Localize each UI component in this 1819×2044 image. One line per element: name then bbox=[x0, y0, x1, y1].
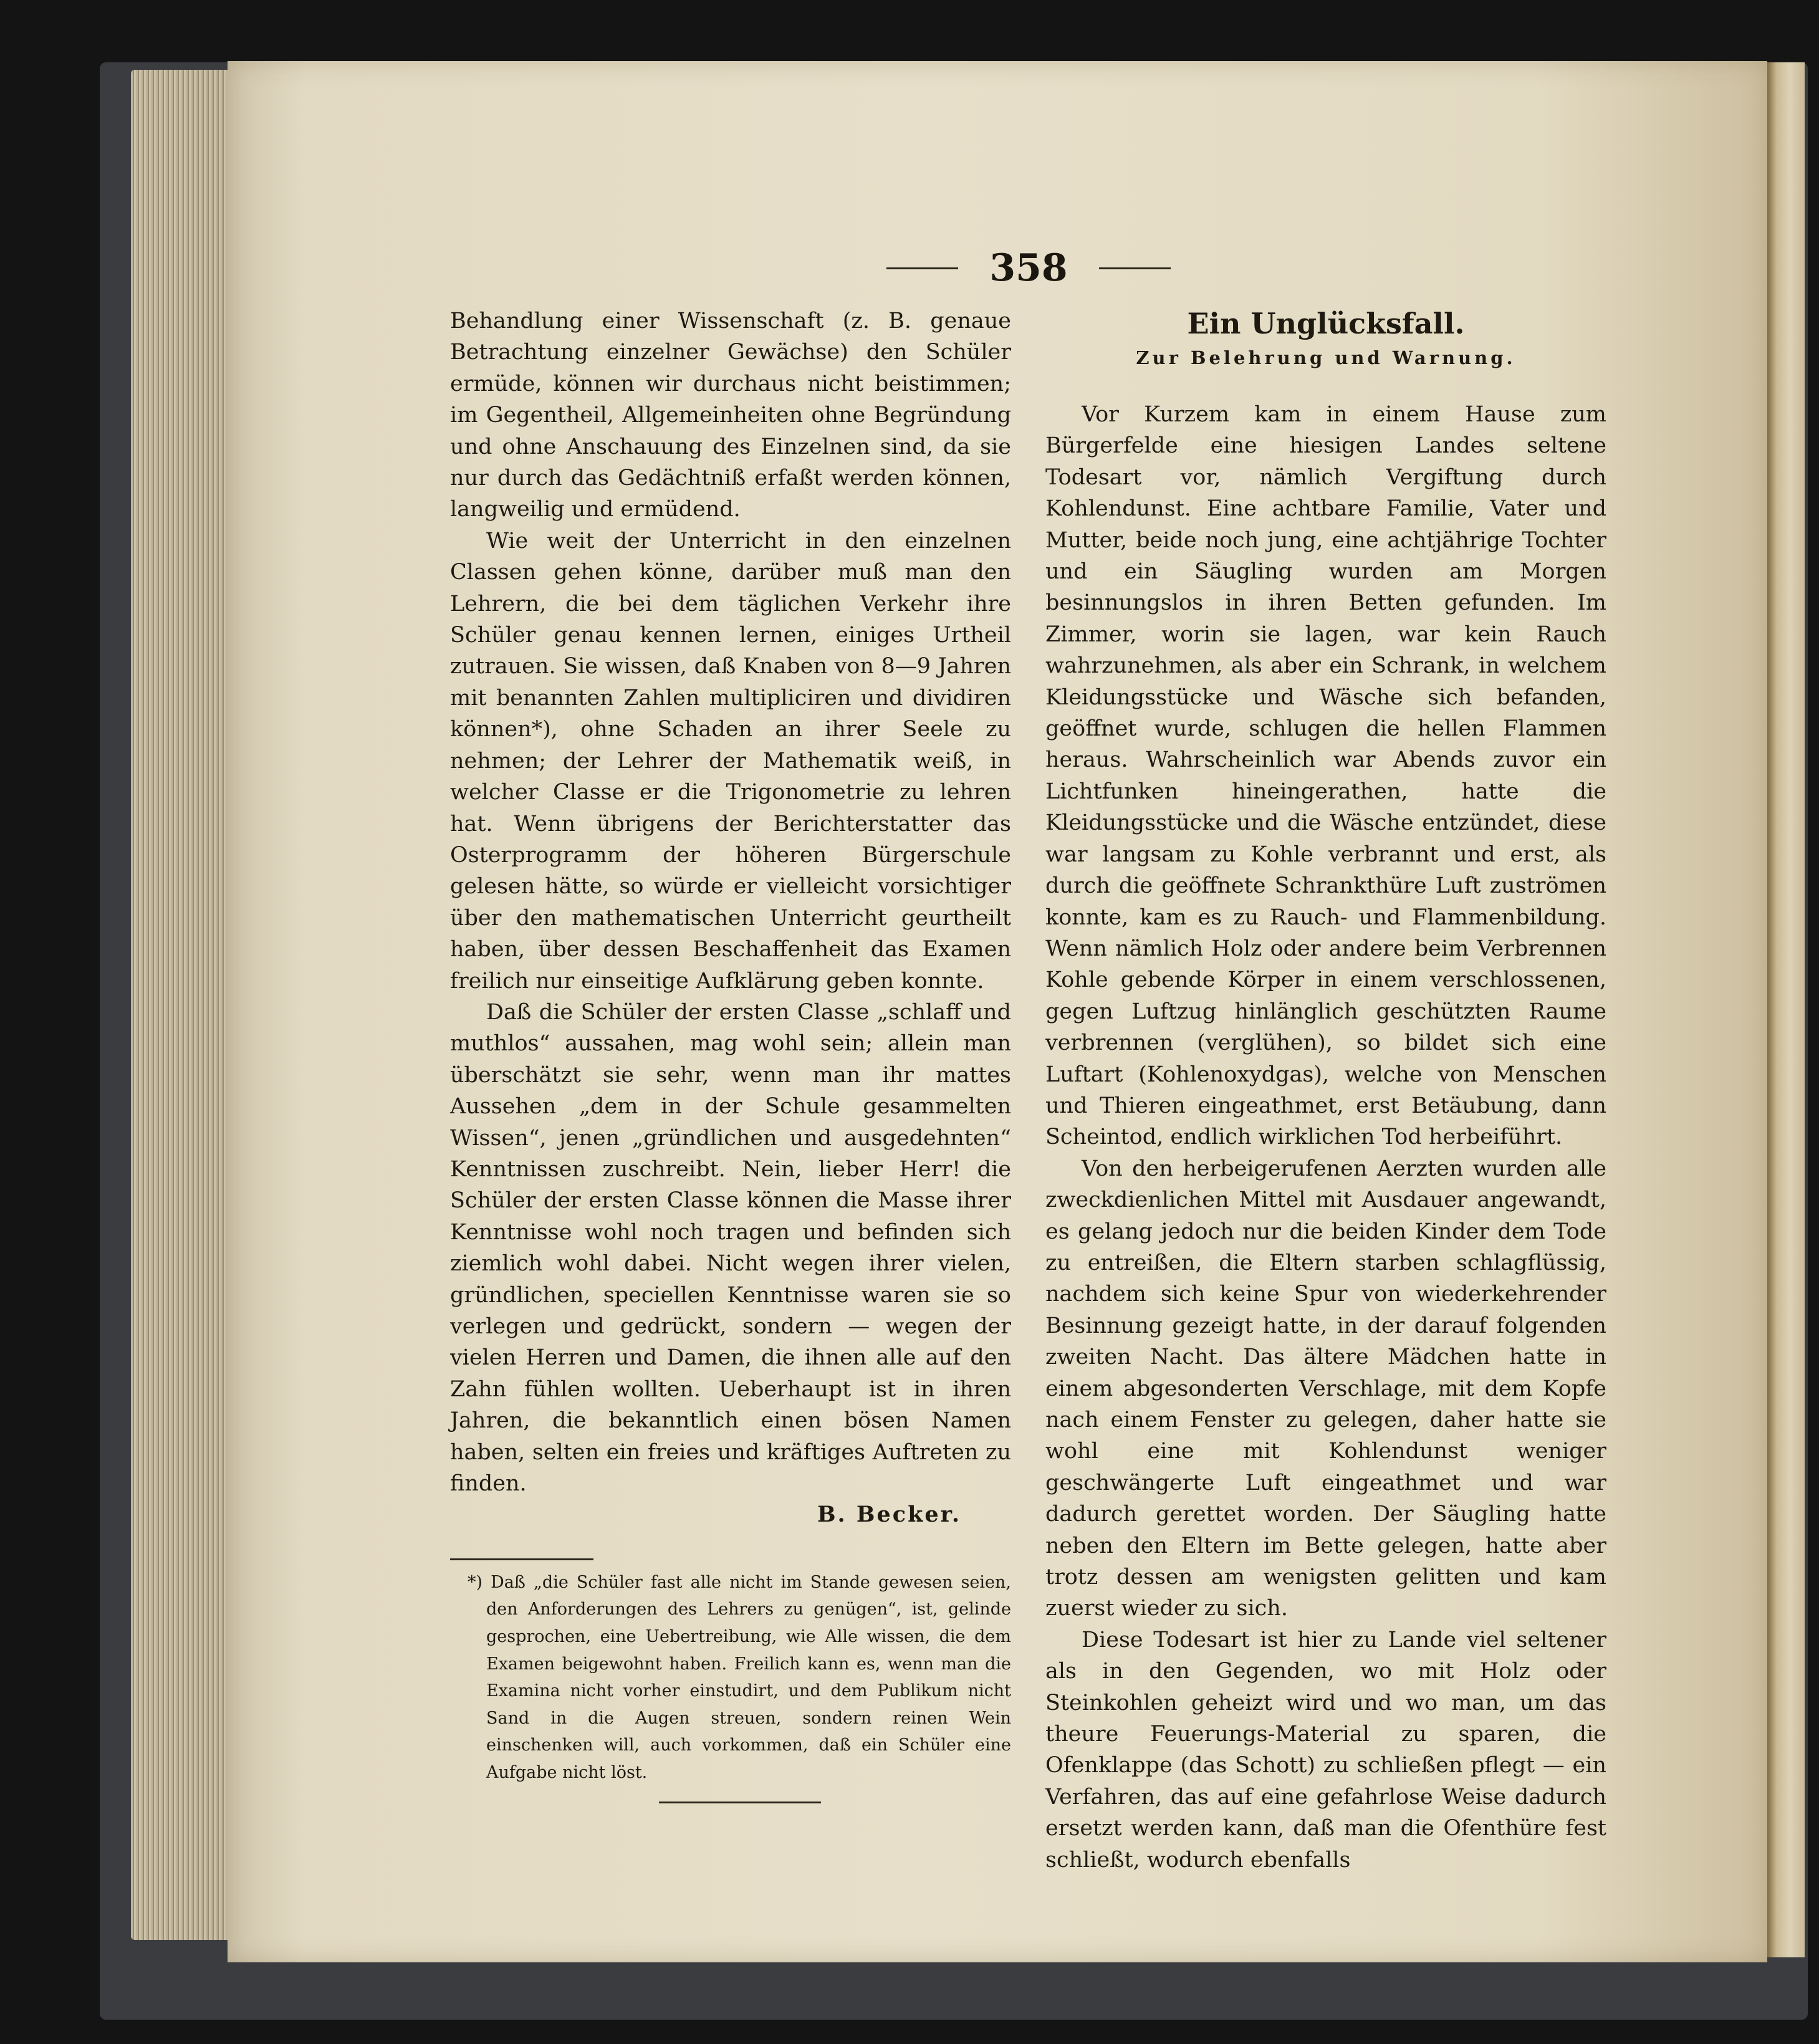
article-title: Ein Unglücksfall. bbox=[1187, 307, 1465, 340]
paragraph: Vor Kurzem kam in einem Hause zum Bürgerfelde eine hiesigen Landes seltene Todesart vor, nämlich Vergiftung durch Kohlendunst. Eine achtbare Familie, Vater und Mutter, beide noch jung, eine achtjährige Tochter und ein Säugling wurden am Morgen besinnungslos in ihren Betten gefunden. Im Zimmer, worin sie lagen, war kein Rauch wahrzunehmen, als aber ein Schrank, in welchem Kleidungsstücke und Wäsche sich befanden, geöffnet wurde, schlugen die hellen Flammen heraus. Wahrscheinlich war Abends zuvor ein Lichtfunken hineingerathen, hatte die Kleidungsstücke und die Wäsche entzündet, diese war langsam zu Kohle verbrannt und erst, als durch die geöffnete Schrankthüre Luft zuströmen konnte, kam es zu Rauch- und Flammenbildung. Wenn nämlich Holz oder andere beim Verbrennen Kohle gebende Körper in einem verschlossenen, gegen Luftzug hinlänglich geschützten Raume verbrennen (verglühen), so bildet sich eine Luftart (Kohlenoxydgas), welche von Menschen und Thieren eingeathmet, erst Betäubung, dann Scheintod, endlich wirklichen Tod herbeiführt. bbox=[1045, 402, 1606, 1150]
page-header bbox=[866, 240, 1191, 296]
left-column bbox=[450, 305, 1011, 1803]
left-column-body bbox=[450, 305, 1011, 1531]
header-rule-left bbox=[886, 267, 958, 269]
footnote-separator bbox=[450, 1558, 593, 1560]
paragraph: Wie weit der Unterricht in den einzelnen Classen gehen könne, darüber muß man den Lehrern, die bei dem täglichen Verkehr ihre Schüler genau kennen lernen, einiges Urtheil zutrauen. Sie wissen, daß Knaben von 8—9 Jahren mit benannten Zahlen multipliciren und dividiren können*), ohne Schaden an ihrer Seele zu nehmen; der Lehrer der Mathematik weiß, in welcher Classe er die Trigonometrie zu lehren hat. Wenn übrigens der Berichterstatter das Osterprogramm der höheren Bürgerschule gelesen hätte, so würde er vielleicht vorsichtiger über den mathematischen Unterricht geurtheilt haben, über dessen Beschaffenheit das Examen freilich nur einseitige Aufklärung geben konnte. bbox=[450, 528, 1011, 994]
article-subtitle: Zur Belehrung und Warnung. bbox=[1136, 347, 1516, 368]
header-rule-right bbox=[1099, 267, 1171, 269]
paragraph: Daß die Schüler der ersten Classe „schlaff und muthlos“ aussahen, mag wohl sein; allein man überschätzt sie sehr, wenn man ihr mattes Aussehen „dem in der Schule gesammelten Wissen“, jenen „gründlichen und ausgedehnten“ Kenntnissen zuschreibt. Nein, lieber Herr! die Schüler der ersten Classe können die Masse ihrer Kenntnisse wohl noch tragen und befinden sich ziemlich wohl dabei. Nicht wegen ihrer vielen, gründlichen, speciellen Kenntnisse waren sie so verlegen und gedrückt, sondern — wegen der vielen Herren und Damen, die ihnen alle auf den Zahn fühlen wollten. Ueberhaupt ist in ihren Jahren, die bekanntlich einen bösen Namen haben, selten ein freies und kräftiges Auftreten zu finden. bbox=[450, 999, 1011, 1497]
paragraph: Diese Todesart ist hier zu Lande viel seltener als in den Gegenden, wo mit Holz oder Steinkohlen geheizt wird und wo man, um das theure Feuerungs-Material zu sparen, die Ofenklappe (das Schott) zu schließen pflegt — ein Verfahren, das auf eine gefahrlose Weise dadurch ersetzt werden kann, daß man die Ofenthüre fest schließt, wodurch ebenfalls bbox=[1045, 1627, 1606, 1873]
author-signature: B. Becker. bbox=[817, 1502, 961, 1528]
footnote: *) Daß „die Schüler fast alle nicht im Stande gewesen seien, den Anforderungen des Lehrers zu genügen“, ist, gelinde gesprochen, eine Uebertreibung, wie Alle wissen, die dem Examen beigewohnt haben. Freilich kann es, wenn man die Examina nicht vorher einstudirt, und dem Publikum nicht Sand in die Augen streuen, sondern reinen Wein einschenken will, auch vorkommen, daß ein Schüler eine Aufgabe nicht löst. bbox=[468, 1572, 1011, 1782]
right-column-body bbox=[1045, 399, 1606, 1876]
section-end-rule bbox=[659, 1802, 821, 1803]
paragraph: Von den herbeigerufenen Aerzten wurden alle zweckdienlichen Mittel mit Ausdauer angewandt, es gelang jedoch nur die beiden Kinder dem Tode zu entreißen, die Eltern starben schlagflüssig, nachdem sich keine Spur von wiederkehrender Besinnung gezeigt hatte, in der darauf folgenden zweiten Nacht. Das ältere Mädchen hatte in einem abgesonderten Verschlage, mit dem Kopfe nach einem Fenster zu gelegen, daher hatte sie wohl eine mit Kohlendunst weniger geschwängerte Luft eingeathmet und war dadurch gerettet worden. Der Säugling hatte neben den Eltern im Bette gelegen, hatte aber trotz dessen am wenigsten gelitten und kam zuerst wieder zu sich. bbox=[1045, 1156, 1606, 1621]
paragraph: Behandlung einer Wissenschaft (z. B. genaue Betrachtung einzelner Gewächse) den Schüler ermüde, können wir durchaus nicht beistimmen; im Gegentheil, Allgemeinheiten ohne Begründung und ohne Anschauung des Einzelnen sind, da sie nur durch das Gedächtniß erfaßt werden können, langweilig und ermüdend. bbox=[450, 309, 1011, 522]
facing-page-edge bbox=[1767, 62, 1805, 1957]
right-column bbox=[1045, 305, 1606, 1876]
page-number: 358 bbox=[989, 246, 1068, 290]
